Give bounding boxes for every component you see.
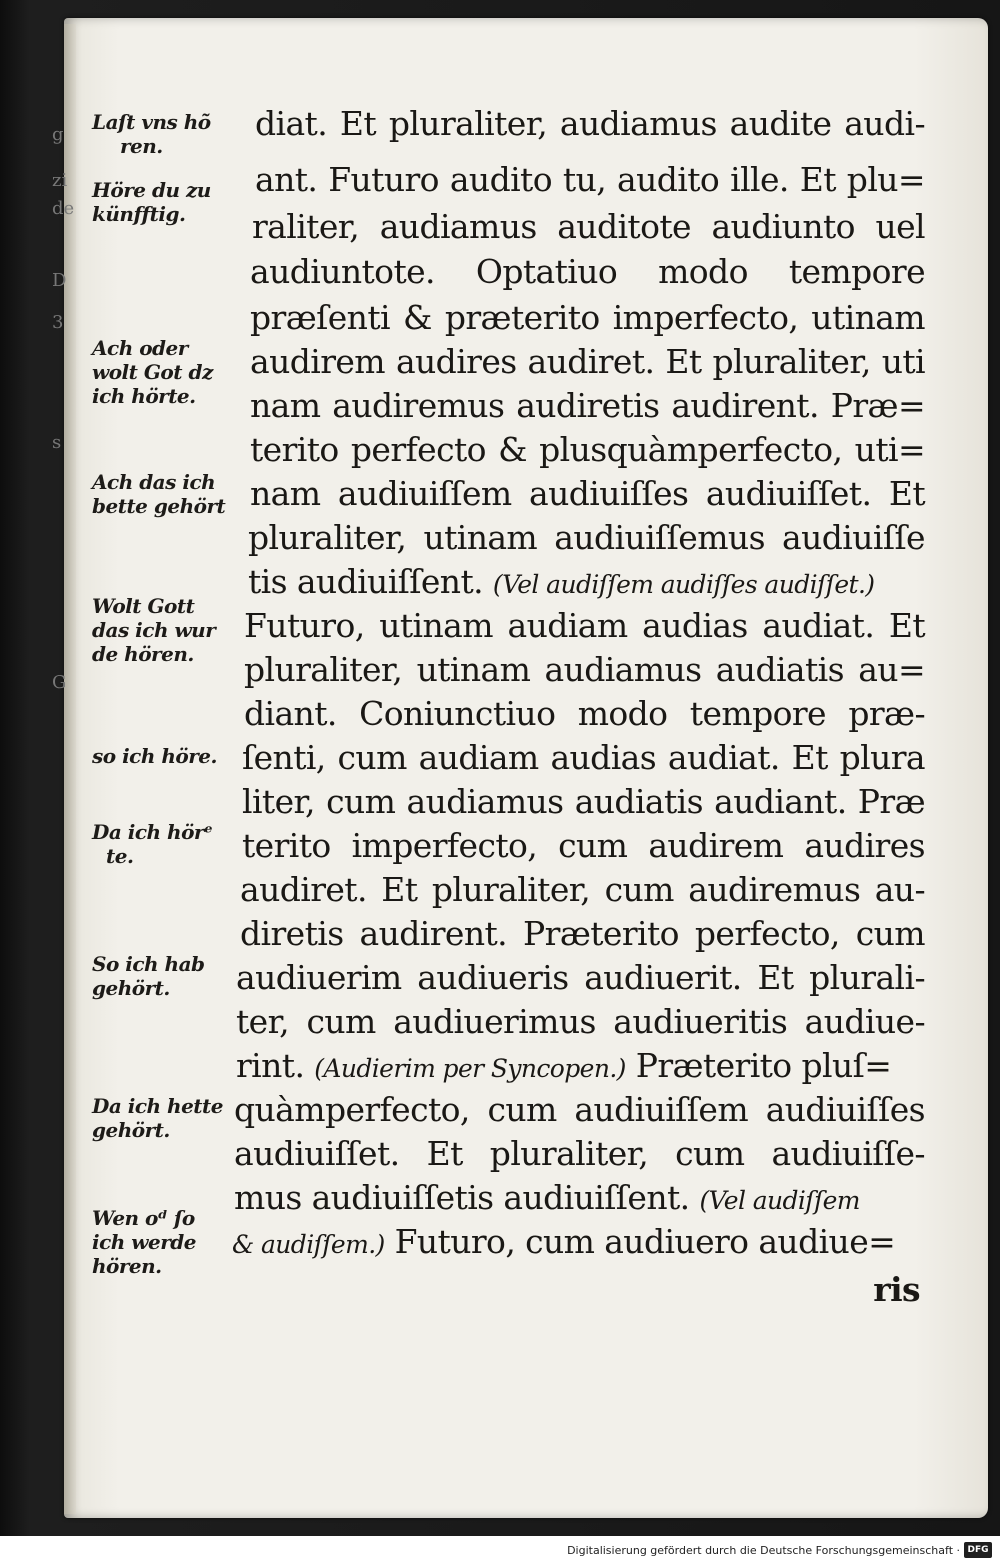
body-text-line: terito imperfecto, cum audirem audires xyxy=(242,826,925,865)
footer-bar xyxy=(0,1536,1000,1562)
margin-gloss-line: te. xyxy=(106,844,134,868)
page-gutter xyxy=(64,24,76,1514)
body-text-note: (Vel audiſſem xyxy=(699,1186,860,1215)
margin-gloss xyxy=(92,470,242,518)
body-text-line: diat. Et pluraliter, audiamus audite audi- xyxy=(255,104,925,143)
margin-gloss-line: Da ich hörᵉ xyxy=(92,820,213,844)
margin-gloss-line: Höre du zu xyxy=(92,178,211,202)
body-text-segment: rint. xyxy=(236,1046,305,1085)
body-text-line: nam audiremus audiretis audirent. Præ= xyxy=(250,386,925,425)
margin-gloss-line: ich hörte. xyxy=(92,384,196,408)
margin-gloss-line: Ach oder xyxy=(92,336,188,360)
body-text-line: præſenti & præterito imperfecto, utinam xyxy=(250,298,925,337)
bleed-through-letter: g xyxy=(52,124,64,145)
margin-gloss-line: Da ich hette xyxy=(92,1094,224,1118)
body-text-line: quàmperfecto, cum audiuiſſem audiuiſſes xyxy=(234,1090,925,1129)
margin-gloss-line: gehört. xyxy=(92,976,170,1000)
digitization-credit: Digitalisierung gefördert durch die Deutsche Forschungsgemeinschaft · xyxy=(567,1544,960,1557)
margin-gloss-line: ren. xyxy=(120,134,163,158)
margin-gloss-line: bette gehört xyxy=(92,494,226,518)
margin-gloss-line: künfftig. xyxy=(92,202,186,226)
body-text-line: liter, cum audiamus audiatis audiant. Præ xyxy=(242,782,925,821)
bleed-through-letter: D xyxy=(52,270,67,291)
body-text-line: pluraliter, utinam audiamus audiatis au= xyxy=(244,650,925,689)
body-text-line: terito perfecto & plusquàmperfecto, uti= xyxy=(250,430,925,469)
body-text-segment: mus audiuiſſetis audiuiſſent. xyxy=(234,1178,690,1217)
body-text-line: audiuntote. Optatiuo modo tempore xyxy=(250,252,925,291)
body-text-line: diretis audirent. Præterito perfecto, cum xyxy=(240,914,925,953)
body-text-line xyxy=(248,562,925,605)
margin-gloss-line: de hören. xyxy=(92,642,194,666)
margin-gloss-line: ich werde xyxy=(92,1230,196,1254)
body-text-line: ant. Futuro audito tu, audito ille. Et plu= xyxy=(255,160,925,199)
body-text-line: Futuro, utinam audiam audias audiat. Et xyxy=(244,606,925,645)
body-text-line xyxy=(232,1222,925,1265)
body-text-line: ter, cum audiuerimus audiueritis audiue- xyxy=(236,1002,925,1041)
bleed-through-letter: 3 xyxy=(52,312,64,333)
margin-gloss xyxy=(92,110,242,158)
bleed-through-letter: zi xyxy=(52,170,68,191)
body-text-segment: Præterito pluſ= xyxy=(635,1046,892,1085)
body-text-line xyxy=(236,1046,925,1089)
margin-gloss xyxy=(92,744,242,768)
body-text-line: audiuerim audiueris audiuerit. Et plurali- xyxy=(236,958,925,997)
body-text-line: audirem audires audiret. Et pluraliter, uti xyxy=(250,342,925,381)
margin-gloss-line: gehört. xyxy=(92,1118,170,1142)
bleed-through-letter: G xyxy=(52,672,67,693)
bleed-through-letter: de xyxy=(52,198,75,219)
body-text-line: diant. Coniunctiuo modo tempore præ- xyxy=(244,694,925,733)
margin-gloss xyxy=(92,178,242,226)
body-text-line: nam audiuiſſem audiuiſſes audiuiſſet. Et xyxy=(250,474,925,513)
body-text-line xyxy=(234,1178,925,1221)
margin-gloss-line: das ich wur xyxy=(92,618,216,642)
margin-gloss-line: Laſt vns hõ xyxy=(92,110,211,134)
body-text-note: (Audierim per Syncopen.) xyxy=(314,1054,626,1083)
margin-gloss-line: so ich höre. xyxy=(92,744,217,768)
body-text-segment: tis audiuiſſent. xyxy=(248,562,484,601)
margin-gloss xyxy=(92,594,242,666)
margin-gloss xyxy=(92,336,242,408)
body-text-line: raliter, audiamus auditote audiunto uel xyxy=(252,207,925,246)
body-text-segment: Futuro, cum audiuero audiue= xyxy=(394,1222,896,1261)
margin-gloss-line: Wolt Gott xyxy=(92,594,195,618)
margin-gloss xyxy=(92,1206,242,1278)
margin-gloss-line: Ach das ich xyxy=(92,470,216,494)
margin-gloss xyxy=(92,952,242,1000)
margin-gloss-line: hören. xyxy=(92,1254,162,1278)
catchword: ris xyxy=(873,1270,920,1309)
body-text-line: audiret. Et pluraliter, cum audiremus au- xyxy=(240,870,925,909)
body-text-line: audiuiſſet. Et pluraliter, cum audiuiſſe- xyxy=(234,1134,925,1173)
margin-gloss-line: wolt Got dz xyxy=(92,360,213,384)
body-text-line: ſenti, cum audiam audias audiat. Et plura xyxy=(242,738,925,777)
dfg-logo-icon: DFG xyxy=(964,1542,992,1558)
margin-gloss-line: Wen oᵈ ſo xyxy=(92,1206,195,1230)
margin-gloss xyxy=(92,1094,242,1142)
body-text-line: pluraliter, utinam audiuiſſemus audiuiſſe xyxy=(248,518,925,557)
margin-gloss xyxy=(92,820,242,868)
body-text-note: & audiſſem.) xyxy=(232,1230,385,1259)
bleed-through-letter: s xyxy=(52,432,62,453)
margin-gloss-line: So ich hab xyxy=(92,952,205,976)
body-text-note: (Vel audiſſem audiſſes audiſſet.) xyxy=(492,570,875,599)
